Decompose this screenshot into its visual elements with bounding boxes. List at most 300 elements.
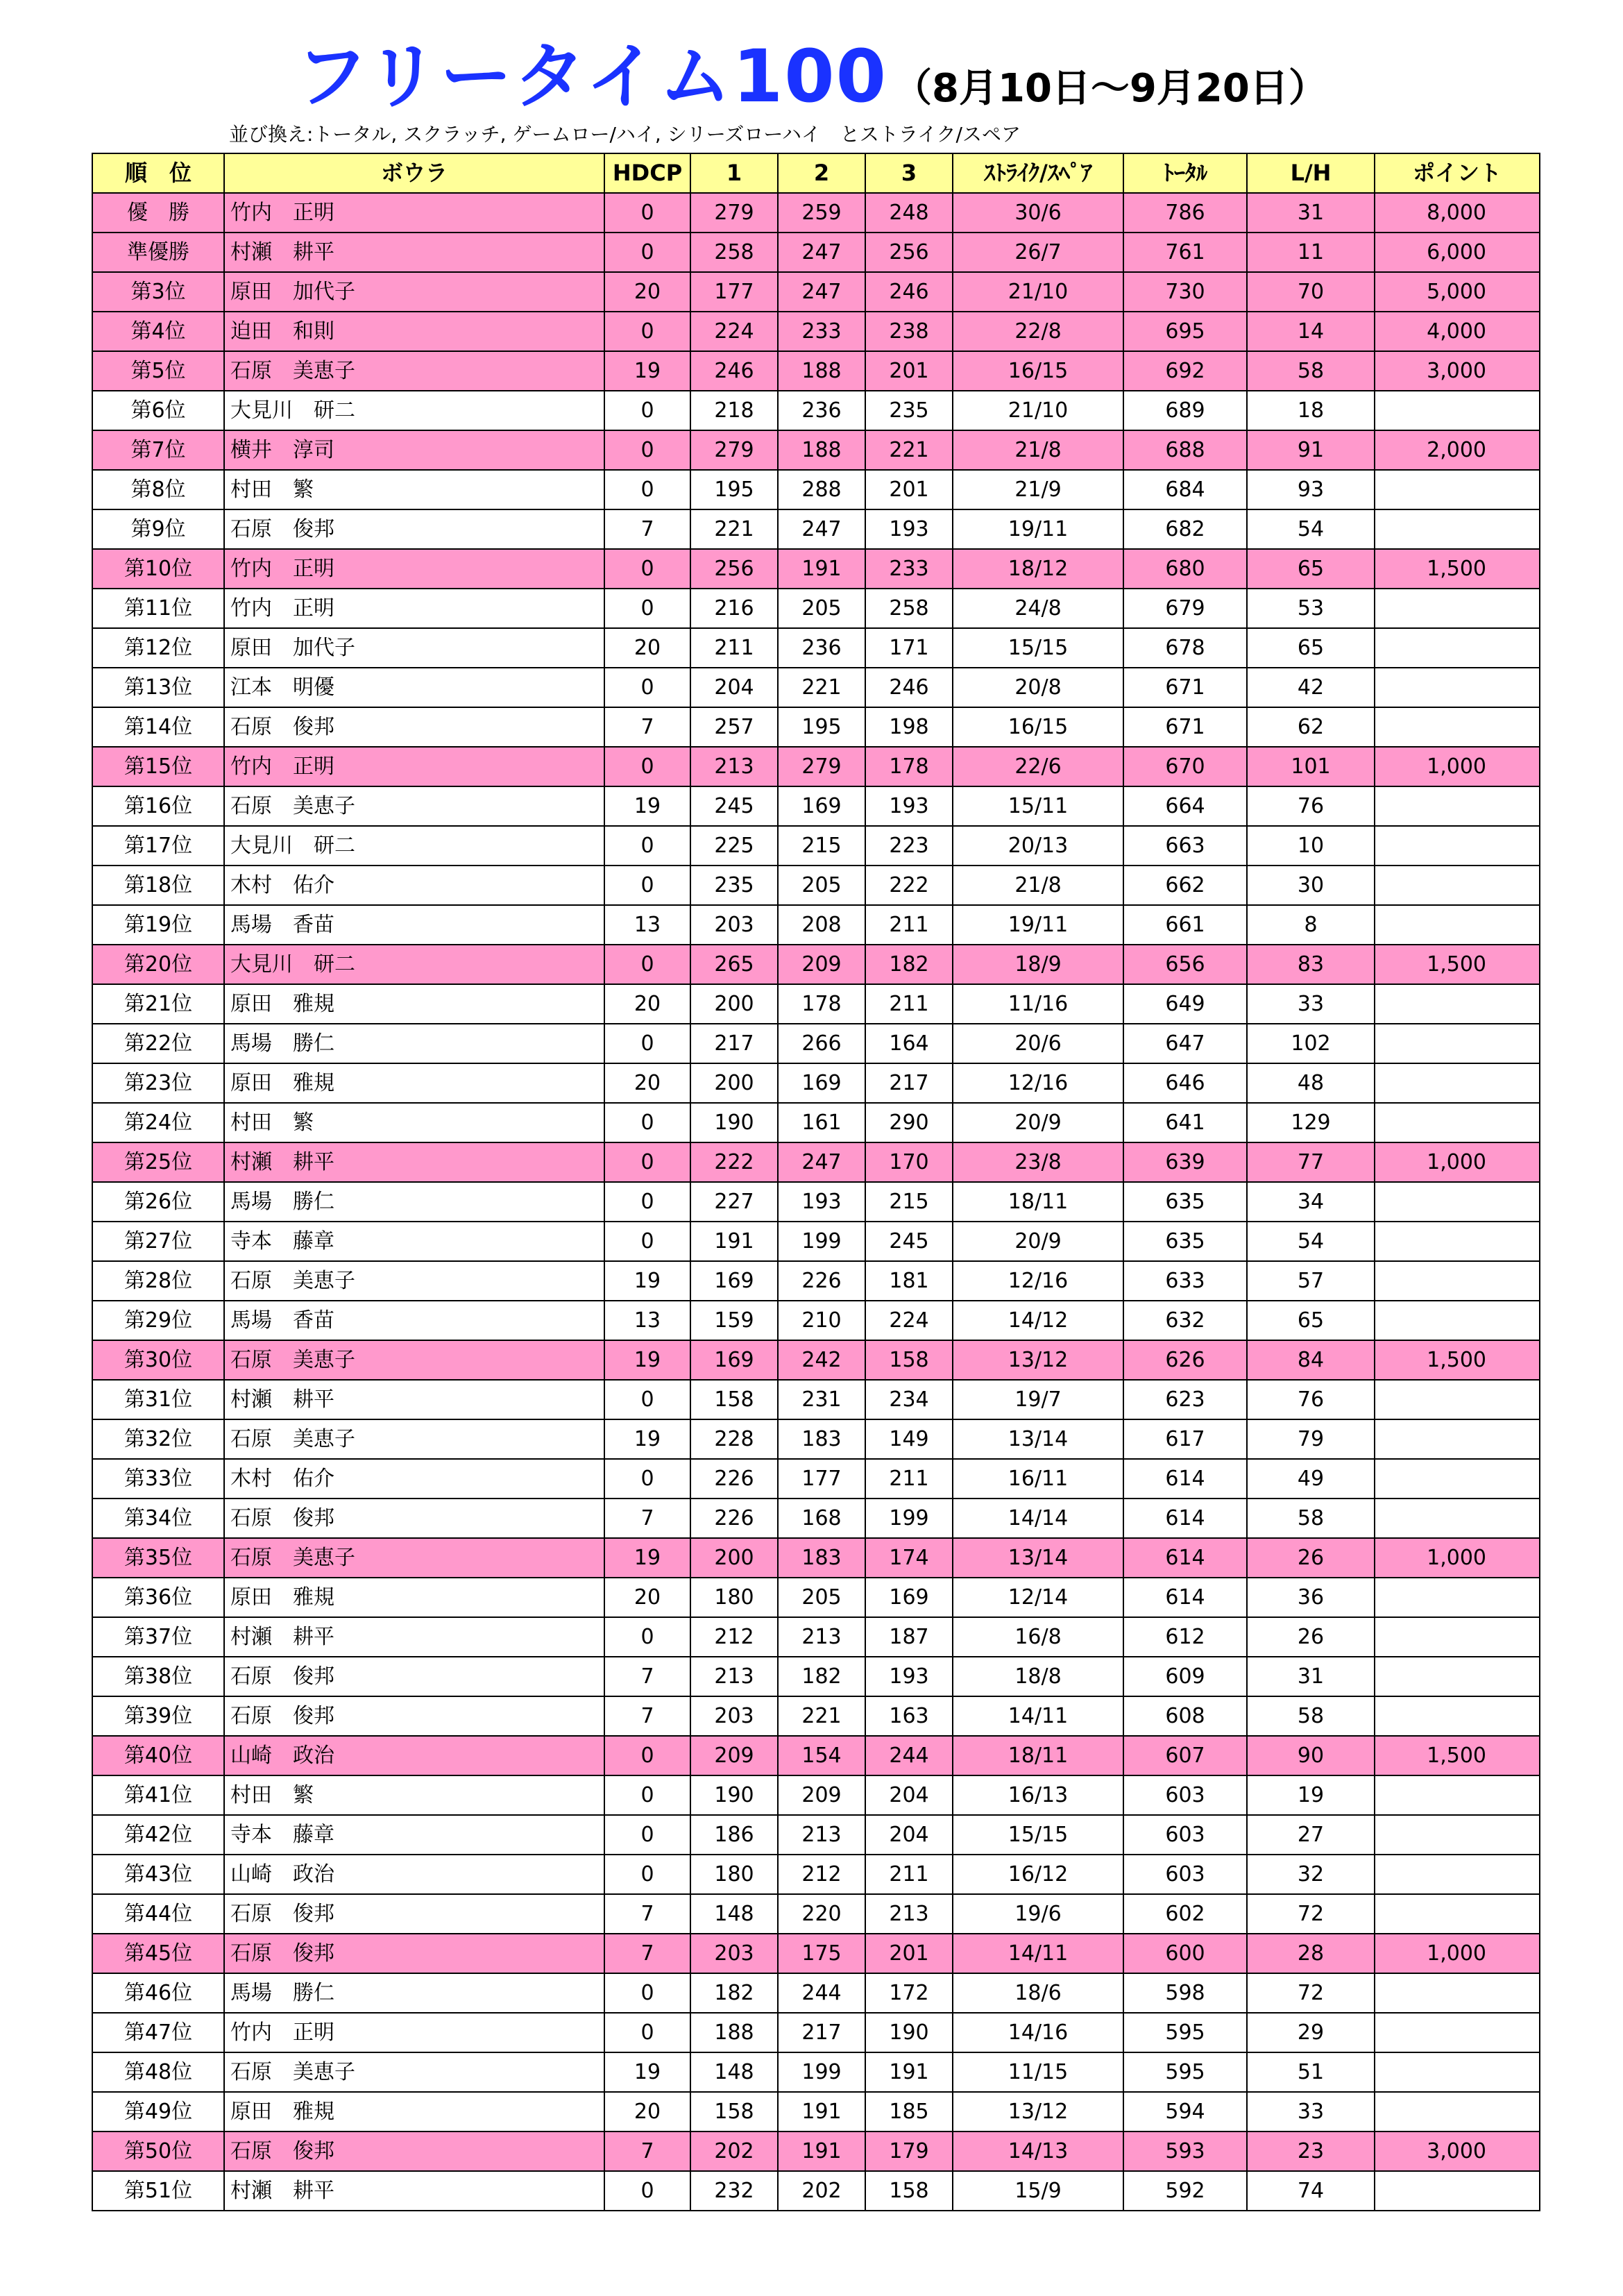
bowler-cell: 竹内 正明 bbox=[224, 747, 604, 786]
strike-spare-cell: 20/9 bbox=[953, 1103, 1123, 1142]
lh-cell: 79 bbox=[1247, 1419, 1375, 1459]
game2-cell: 213 bbox=[778, 1815, 865, 1855]
points-cell bbox=[1375, 866, 1540, 905]
rank-cell: 第39位 bbox=[92, 1696, 224, 1736]
game2-cell: 226 bbox=[778, 1261, 865, 1301]
game1-cell: 221 bbox=[690, 509, 778, 549]
game2-cell: 191 bbox=[778, 549, 865, 589]
points-cell bbox=[1375, 1459, 1540, 1499]
game3-cell: 190 bbox=[865, 2013, 953, 2052]
rank-cell: 第29位 bbox=[92, 1301, 224, 1340]
total-cell: 679 bbox=[1123, 589, 1247, 628]
game1-cell: 213 bbox=[690, 1657, 778, 1696]
bowler-cell: 竹内 正明 bbox=[224, 549, 604, 589]
total-cell: 646 bbox=[1123, 1063, 1247, 1103]
hdcp-cell: 0 bbox=[604, 866, 690, 905]
game2-cell: 168 bbox=[778, 1499, 865, 1538]
game1-cell: 256 bbox=[690, 549, 778, 589]
game3-cell: 235 bbox=[865, 391, 953, 430]
game3-cell: 244 bbox=[865, 1736, 953, 1775]
hdcp-cell: 7 bbox=[604, 2132, 690, 2171]
rank-cell: 第16位 bbox=[92, 786, 224, 826]
game3-cell: 158 bbox=[865, 1340, 953, 1380]
points-cell bbox=[1375, 1578, 1540, 1617]
rank-cell: 第19位 bbox=[92, 905, 224, 945]
total-cell: 761 bbox=[1123, 233, 1247, 272]
lh-cell: 65 bbox=[1247, 1301, 1375, 1340]
hdcp-cell: 0 bbox=[604, 430, 690, 470]
bowler-cell: 石原 俊邦 bbox=[224, 1657, 604, 1696]
table-row bbox=[92, 866, 1540, 905]
total-cell: 684 bbox=[1123, 470, 1247, 509]
hdcp-cell: 20 bbox=[604, 2092, 690, 2132]
game1-cell: 148 bbox=[690, 1894, 778, 1934]
points-cell: 6,000 bbox=[1375, 233, 1540, 272]
game3-cell: 193 bbox=[865, 786, 953, 826]
game2-cell: 183 bbox=[778, 1538, 865, 1578]
game2-cell: 169 bbox=[778, 1063, 865, 1103]
rank-cell: 第43位 bbox=[92, 1855, 224, 1894]
strike-spare-cell: 30/6 bbox=[953, 193, 1123, 233]
table-row bbox=[92, 1222, 1540, 1261]
game2-cell: 236 bbox=[778, 391, 865, 430]
rank-cell: 第24位 bbox=[92, 1103, 224, 1142]
game2-cell: 259 bbox=[778, 193, 865, 233]
game2-cell: 205 bbox=[778, 589, 865, 628]
rank-cell: 第5位 bbox=[92, 351, 224, 391]
lh-cell: 101 bbox=[1247, 747, 1375, 786]
lh-cell: 129 bbox=[1247, 1103, 1375, 1142]
bowler-cell: 村田 繁 bbox=[224, 1103, 604, 1142]
table-row bbox=[92, 2132, 1540, 2171]
total-cell: 602 bbox=[1123, 1894, 1247, 1934]
bowler-cell: 原田 雅規 bbox=[224, 2092, 604, 2132]
table-row bbox=[92, 1499, 1540, 1538]
game1-cell: 177 bbox=[690, 272, 778, 312]
game2-cell: 188 bbox=[778, 430, 865, 470]
strike-spare-cell: 15/15 bbox=[953, 628, 1123, 668]
game3-cell: 182 bbox=[865, 945, 953, 984]
game2-cell: 154 bbox=[778, 1736, 865, 1775]
table-row bbox=[92, 786, 1540, 826]
lh-cell: 34 bbox=[1247, 1182, 1375, 1222]
total-cell: 612 bbox=[1123, 1617, 1247, 1657]
points-cell bbox=[1375, 984, 1540, 1024]
col-header-game2: 2 bbox=[778, 153, 865, 193]
total-cell: 603 bbox=[1123, 1815, 1247, 1855]
hdcp-cell: 19 bbox=[604, 1340, 690, 1380]
total-cell: 664 bbox=[1123, 786, 1247, 826]
game2-cell: 244 bbox=[778, 1973, 865, 2013]
game2-cell: 199 bbox=[778, 1222, 865, 1261]
lh-cell: 72 bbox=[1247, 1973, 1375, 2013]
total-cell: 639 bbox=[1123, 1142, 1247, 1182]
total-cell: 649 bbox=[1123, 984, 1247, 1024]
title-text: フリータイム100 bbox=[296, 34, 888, 119]
points-cell: 1,500 bbox=[1375, 1340, 1540, 1380]
game3-cell: 245 bbox=[865, 1222, 953, 1261]
game1-cell: 180 bbox=[690, 1855, 778, 1894]
rank-cell: 第6位 bbox=[92, 391, 224, 430]
bowler-cell: 馬場 香苗 bbox=[224, 905, 604, 945]
game2-cell: 231 bbox=[778, 1380, 865, 1419]
bowler-cell: 原田 雅規 bbox=[224, 1063, 604, 1103]
game2-cell: 191 bbox=[778, 2092, 865, 2132]
points-cell bbox=[1375, 391, 1540, 430]
game1-cell: 180 bbox=[690, 1578, 778, 1617]
game1-cell: 216 bbox=[690, 589, 778, 628]
sort-note: 並び換え:トータル, スクラッチ, ゲームロー/ハイ, シリーズローハイ とストライク/スペア bbox=[229, 123, 1021, 146]
hdcp-cell: 0 bbox=[604, 1459, 690, 1499]
game1-cell: 158 bbox=[690, 2092, 778, 2132]
rank-cell: 第26位 bbox=[92, 1182, 224, 1222]
game1-cell: 217 bbox=[690, 1024, 778, 1063]
bowler-cell: 寺本 藤章 bbox=[224, 1815, 604, 1855]
strike-spare-cell: 14/11 bbox=[953, 1934, 1123, 1973]
lh-cell: 76 bbox=[1247, 786, 1375, 826]
hdcp-cell: 20 bbox=[604, 984, 690, 1024]
table-row bbox=[92, 2171, 1540, 2211]
strike-spare-cell: 16/12 bbox=[953, 1855, 1123, 1894]
points-cell bbox=[1375, 1024, 1540, 1063]
points-cell bbox=[1375, 1261, 1540, 1301]
game2-cell: 161 bbox=[778, 1103, 865, 1142]
total-cell: 623 bbox=[1123, 1380, 1247, 1419]
points-cell bbox=[1375, 786, 1540, 826]
total-cell: 635 bbox=[1123, 1182, 1247, 1222]
strike-spare-cell: 13/14 bbox=[953, 1419, 1123, 1459]
game1-cell: 245 bbox=[690, 786, 778, 826]
table-row bbox=[92, 1538, 1540, 1578]
strike-spare-cell: 15/9 bbox=[953, 2171, 1123, 2211]
total-cell: 661 bbox=[1123, 905, 1247, 945]
game2-cell: 288 bbox=[778, 470, 865, 509]
game3-cell: 211 bbox=[865, 984, 953, 1024]
strike-spare-cell: 19/11 bbox=[953, 509, 1123, 549]
bowler-cell: 村田 繁 bbox=[224, 1775, 604, 1815]
rank-cell: 第48位 bbox=[92, 2052, 224, 2092]
rank-cell: 第50位 bbox=[92, 2132, 224, 2171]
hdcp-cell: 0 bbox=[604, 1182, 690, 1222]
game1-cell: 200 bbox=[690, 1538, 778, 1578]
game3-cell: 170 bbox=[865, 1142, 953, 1182]
bowler-cell: 村瀬 耕平 bbox=[224, 2171, 604, 2211]
hdcp-cell: 7 bbox=[604, 1499, 690, 1538]
hdcp-cell: 20 bbox=[604, 628, 690, 668]
total-cell: 662 bbox=[1123, 866, 1247, 905]
points-cell bbox=[1375, 1182, 1540, 1222]
lh-cell: 8 bbox=[1247, 905, 1375, 945]
rank-cell: 第10位 bbox=[92, 549, 224, 589]
hdcp-cell: 0 bbox=[604, 233, 690, 272]
table-row bbox=[92, 668, 1540, 707]
game1-cell: 169 bbox=[690, 1261, 778, 1301]
game2-cell: 247 bbox=[778, 233, 865, 272]
hdcp-cell: 7 bbox=[604, 1696, 690, 1736]
points-cell: 1,000 bbox=[1375, 747, 1540, 786]
game3-cell: 290 bbox=[865, 1103, 953, 1142]
strike-spare-cell: 14/13 bbox=[953, 2132, 1123, 2171]
table-row bbox=[92, 1775, 1540, 1815]
strike-spare-cell: 14/11 bbox=[953, 1696, 1123, 1736]
total-cell: 614 bbox=[1123, 1499, 1247, 1538]
table-row bbox=[92, 272, 1540, 312]
strike-spare-cell: 11/15 bbox=[953, 2052, 1123, 2092]
table-row bbox=[92, 351, 1540, 391]
table-row bbox=[92, 1459, 1540, 1499]
strike-spare-cell: 18/11 bbox=[953, 1736, 1123, 1775]
lh-cell: 58 bbox=[1247, 1499, 1375, 1538]
hdcp-cell: 0 bbox=[604, 826, 690, 866]
points-cell: 8,000 bbox=[1375, 193, 1540, 233]
lh-cell: 49 bbox=[1247, 1459, 1375, 1499]
game3-cell: 222 bbox=[865, 866, 953, 905]
game1-cell: 213 bbox=[690, 747, 778, 786]
game2-cell: 221 bbox=[778, 1696, 865, 1736]
lh-cell: 102 bbox=[1247, 1024, 1375, 1063]
results-table bbox=[92, 153, 1540, 2211]
total-cell: 626 bbox=[1123, 1340, 1247, 1380]
strike-spare-cell: 14/12 bbox=[953, 1301, 1123, 1340]
rank-cell: 第49位 bbox=[92, 2092, 224, 2132]
game1-cell: 265 bbox=[690, 945, 778, 984]
points-cell bbox=[1375, 1301, 1540, 1340]
hdcp-cell: 7 bbox=[604, 509, 690, 549]
game2-cell: 215 bbox=[778, 826, 865, 866]
table-row bbox=[92, 1934, 1540, 1973]
points-cell bbox=[1375, 1103, 1540, 1142]
hdcp-cell: 7 bbox=[604, 707, 690, 747]
game1-cell: 203 bbox=[690, 905, 778, 945]
game1-cell: 200 bbox=[690, 1063, 778, 1103]
table-row bbox=[92, 1657, 1540, 1696]
hdcp-cell: 0 bbox=[604, 2171, 690, 2211]
table-row bbox=[92, 1894, 1540, 1934]
rank-cell: 第36位 bbox=[92, 1578, 224, 1617]
table-row bbox=[92, 549, 1540, 589]
strike-spare-cell: 20/13 bbox=[953, 826, 1123, 866]
hdcp-cell: 0 bbox=[604, 747, 690, 786]
lh-cell: 65 bbox=[1247, 549, 1375, 589]
points-cell: 1,500 bbox=[1375, 945, 1540, 984]
bowler-cell: 原田 加代子 bbox=[224, 272, 604, 312]
game3-cell: 201 bbox=[865, 351, 953, 391]
hdcp-cell: 0 bbox=[604, 470, 690, 509]
game1-cell: 191 bbox=[690, 1222, 778, 1261]
rank-cell: 第15位 bbox=[92, 747, 224, 786]
col-header-points: ポイント bbox=[1375, 153, 1540, 193]
hdcp-cell: 20 bbox=[604, 1063, 690, 1103]
bowler-cell: 大見川 研二 bbox=[224, 391, 604, 430]
lh-cell: 84 bbox=[1247, 1340, 1375, 1380]
points-cell bbox=[1375, 1815, 1540, 1855]
bowler-cell: 馬場 香苗 bbox=[224, 1301, 604, 1340]
bowler-cell: 村瀬 耕平 bbox=[224, 1380, 604, 1419]
table-row bbox=[92, 905, 1540, 945]
strike-spare-cell: 24/8 bbox=[953, 589, 1123, 628]
table-row bbox=[92, 1182, 1540, 1222]
table-row bbox=[92, 193, 1540, 233]
points-cell: 4,000 bbox=[1375, 312, 1540, 351]
total-cell: 595 bbox=[1123, 2052, 1247, 2092]
lh-cell: 93 bbox=[1247, 470, 1375, 509]
total-cell: 600 bbox=[1123, 1934, 1247, 1973]
rank-cell: 第20位 bbox=[92, 945, 224, 984]
col-header-lh: L/H bbox=[1247, 153, 1375, 193]
total-cell: 632 bbox=[1123, 1301, 1247, 1340]
hdcp-cell: 19 bbox=[604, 351, 690, 391]
game1-cell: 258 bbox=[690, 233, 778, 272]
hdcp-cell: 0 bbox=[604, 945, 690, 984]
lh-cell: 58 bbox=[1247, 351, 1375, 391]
lh-cell: 30 bbox=[1247, 866, 1375, 905]
bowler-cell: 原田 雅規 bbox=[224, 984, 604, 1024]
rank-cell: 第14位 bbox=[92, 707, 224, 747]
rank-cell: 第3位 bbox=[92, 272, 224, 312]
strike-spare-cell: 21/9 bbox=[953, 470, 1123, 509]
game2-cell: 209 bbox=[778, 1775, 865, 1815]
total-cell: 608 bbox=[1123, 1696, 1247, 1736]
points-cell bbox=[1375, 2013, 1540, 2052]
hdcp-cell: 7 bbox=[604, 1657, 690, 1696]
lh-cell: 10 bbox=[1247, 826, 1375, 866]
game1-cell: 279 bbox=[690, 193, 778, 233]
total-cell: 614 bbox=[1123, 1459, 1247, 1499]
table-row bbox=[92, 1815, 1540, 1855]
strike-spare-cell: 22/6 bbox=[953, 747, 1123, 786]
hdcp-cell: 0 bbox=[604, 1736, 690, 1775]
game2-cell: 247 bbox=[778, 509, 865, 549]
total-cell: 656 bbox=[1123, 945, 1247, 984]
total-cell: 607 bbox=[1123, 1736, 1247, 1775]
bowler-cell: 石原 美恵子 bbox=[224, 1538, 604, 1578]
total-cell: 633 bbox=[1123, 1261, 1247, 1301]
lh-cell: 18 bbox=[1247, 391, 1375, 430]
rank-cell: 第45位 bbox=[92, 1934, 224, 1973]
game3-cell: 211 bbox=[865, 905, 953, 945]
hdcp-cell: 0 bbox=[604, 1775, 690, 1815]
bowler-cell: 山崎 政治 bbox=[224, 1855, 604, 1894]
table-row bbox=[92, 747, 1540, 786]
strike-spare-cell: 13/14 bbox=[953, 1538, 1123, 1578]
total-cell: 598 bbox=[1123, 1973, 1247, 2013]
bowler-cell: 馬場 勝仁 bbox=[224, 1024, 604, 1063]
hdcp-cell: 19 bbox=[604, 1419, 690, 1459]
bowler-cell: 馬場 勝仁 bbox=[224, 1182, 604, 1222]
game3-cell: 204 bbox=[865, 1775, 953, 1815]
hdcp-cell: 19 bbox=[604, 2052, 690, 2092]
strike-spare-cell: 16/11 bbox=[953, 1459, 1123, 1499]
table-row bbox=[92, 1261, 1540, 1301]
hdcp-cell: 0 bbox=[604, 2013, 690, 2052]
game1-cell: 246 bbox=[690, 351, 778, 391]
hdcp-cell: 20 bbox=[604, 1578, 690, 1617]
points-cell bbox=[1375, 1617, 1540, 1657]
lh-cell: 33 bbox=[1247, 2092, 1375, 2132]
col-header-hdcp: HDCP bbox=[604, 153, 690, 193]
lh-cell: 29 bbox=[1247, 2013, 1375, 2052]
table-row bbox=[92, 2013, 1540, 2052]
lh-cell: 77 bbox=[1247, 1142, 1375, 1182]
game3-cell: 233 bbox=[865, 549, 953, 589]
game3-cell: 246 bbox=[865, 272, 953, 312]
rank-cell: 第34位 bbox=[92, 1499, 224, 1538]
game2-cell: 205 bbox=[778, 866, 865, 905]
total-cell: 592 bbox=[1123, 2171, 1247, 2211]
rank-cell: 第13位 bbox=[92, 668, 224, 707]
rank-cell: 第40位 bbox=[92, 1736, 224, 1775]
lh-cell: 72 bbox=[1247, 1894, 1375, 1934]
game1-cell: 226 bbox=[690, 1499, 778, 1538]
results-body bbox=[92, 193, 1540, 2211]
game3-cell: 258 bbox=[865, 589, 953, 628]
points-cell: 1,500 bbox=[1375, 1736, 1540, 1775]
game3-cell: 199 bbox=[865, 1499, 953, 1538]
game2-cell: 210 bbox=[778, 1301, 865, 1340]
game3-cell: 201 bbox=[865, 470, 953, 509]
points-cell bbox=[1375, 509, 1540, 549]
lh-cell: 83 bbox=[1247, 945, 1375, 984]
total-cell: 695 bbox=[1123, 312, 1247, 351]
table-row bbox=[92, 1419, 1540, 1459]
table-row bbox=[92, 430, 1540, 470]
col-header-bowler: ボウラ bbox=[224, 153, 604, 193]
points-cell bbox=[1375, 470, 1540, 509]
total-cell: 730 bbox=[1123, 272, 1247, 312]
strike-spare-cell: 22/8 bbox=[953, 312, 1123, 351]
game1-cell: 224 bbox=[690, 312, 778, 351]
table-row bbox=[92, 2092, 1540, 2132]
game2-cell: 220 bbox=[778, 1894, 865, 1934]
total-cell: 692 bbox=[1123, 351, 1247, 391]
lh-cell: 62 bbox=[1247, 707, 1375, 747]
bowler-cell: 石原 美恵子 bbox=[224, 1340, 604, 1380]
strike-spare-cell: 13/12 bbox=[953, 1340, 1123, 1380]
total-cell: 595 bbox=[1123, 2013, 1247, 2052]
strike-spare-cell: 14/16 bbox=[953, 2013, 1123, 2052]
strike-spare-cell: 20/6 bbox=[953, 1024, 1123, 1063]
total-cell: 671 bbox=[1123, 707, 1247, 747]
game1-cell: 232 bbox=[690, 2171, 778, 2211]
game3-cell: 164 bbox=[865, 1024, 953, 1063]
rank-cell: 第33位 bbox=[92, 1459, 224, 1499]
game2-cell: 233 bbox=[778, 312, 865, 351]
game1-cell: 203 bbox=[690, 1934, 778, 1973]
game1-cell: 188 bbox=[690, 2013, 778, 2052]
strike-spare-cell: 18/12 bbox=[953, 549, 1123, 589]
game3-cell: 213 bbox=[865, 1894, 953, 1934]
hdcp-cell: 0 bbox=[604, 549, 690, 589]
strike-spare-cell: 12/14 bbox=[953, 1578, 1123, 1617]
rank-cell: 第51位 bbox=[92, 2171, 224, 2211]
hdcp-cell: 0 bbox=[604, 1855, 690, 1894]
strike-spare-cell: 26/7 bbox=[953, 233, 1123, 272]
rank-cell: 第4位 bbox=[92, 312, 224, 351]
col-header-strike-spare: ｽﾄﾗｲｸ/ｽﾍﾟｱ bbox=[953, 153, 1123, 193]
rank-cell: 第12位 bbox=[92, 628, 224, 668]
total-cell: 593 bbox=[1123, 2132, 1247, 2171]
table-row bbox=[92, 1063, 1540, 1103]
lh-cell: 31 bbox=[1247, 193, 1375, 233]
game3-cell: 174 bbox=[865, 1538, 953, 1578]
points-cell bbox=[1375, 2052, 1540, 2092]
rank-cell: 準優勝 bbox=[92, 233, 224, 272]
strike-spare-cell: 18/11 bbox=[953, 1182, 1123, 1222]
table-row bbox=[92, 2052, 1540, 2092]
hdcp-cell: 20 bbox=[604, 272, 690, 312]
table-row bbox=[92, 1617, 1540, 1657]
rank-cell: 第37位 bbox=[92, 1617, 224, 1657]
